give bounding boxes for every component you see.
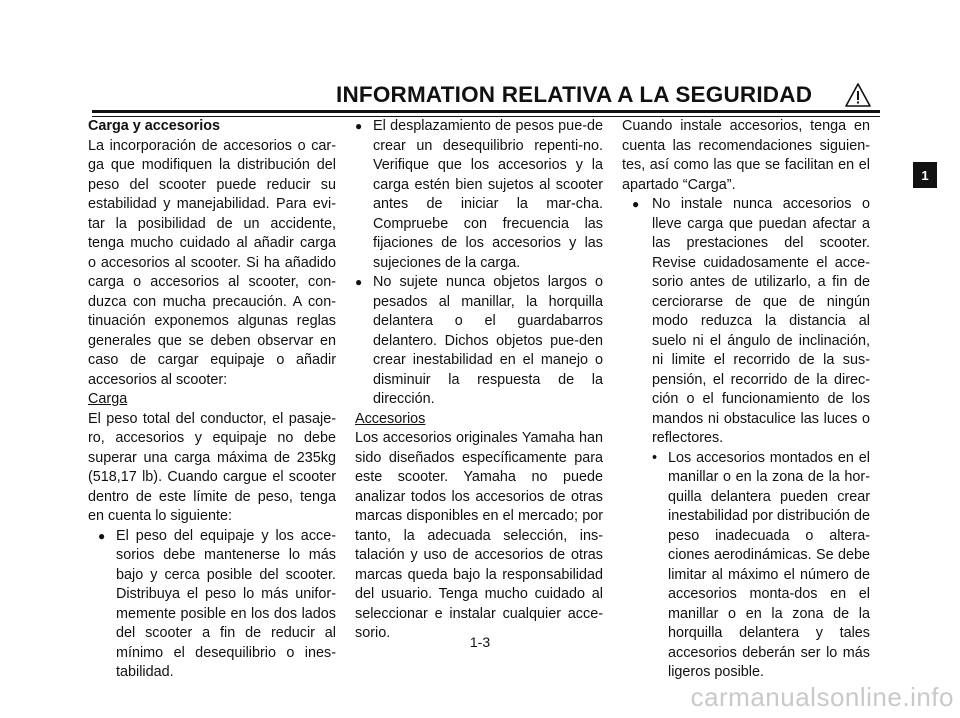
list-item-text: El desplazamiento de pesos pue-de crear un desequilibrio repenti-no. Verifique que los accesorios y la carga estén bien sujetos al scooter antes de iniciar la mar-cha. Compruebe con frecuencia las fijaciones de los accesorios y las sujeciones de la carga.	[373, 118, 603, 271]
header-rule-thick	[92, 110, 880, 113]
page-number: 1-3	[469, 634, 491, 650]
subheading-carga: Carga	[88, 391, 128, 407]
subheading-accesorios: Accesorios	[355, 410, 426, 427]
bullet-icon: ●	[98, 528, 106, 543]
chapter-tab[interactable]: 1	[913, 162, 937, 188]
bullet-icon: ●	[355, 119, 363, 133]
dot-bullet-icon: •	[652, 449, 658, 466]
warning-triangle-icon	[844, 82, 872, 108]
load-paragraph: El peso total del conductor, el pasaje-ro, accesorios y equipaje no debe superar una carga máxima de 235kg (518,17 lb). Cuando cargue el scooter dentro de este límite de peso, tenga en cuenta lo siguiente:	[88, 410, 336, 524]
watermark: carmanualsonline.info	[690, 682, 954, 712]
bullet-icon: ●	[632, 197, 640, 211]
column-2	[355, 117, 603, 644]
sub-list-item-text: Los accesorios montados en el manillar o en la zona de la hor-quilla delantera pueden crear inestabilidad por distribución de peso inadecuada o altera-ciones aerodinámicas. Se debe limitar al máximo el número de accesorios monta-dos en el manillar o en la zona de la horquilla delantera y tales accesorios deberán ser lo más ligeros posible.	[668, 449, 870, 680]
list-item	[355, 117, 603, 273]
accessories-paragraph: Los accesorios originales Yamaha han sido diseñados específicamente para este scooter. Yamaha no puede analizar todos los accesorios de otras marcas disponibles en el mercado; por tanto, la adecuada selección, ins-talación y uso de accesorios de otras marcas queda bajo la responsabilidad del usuario. Tenga mucho cuidado al seleccionar e instalar cualquier acce-sorio.	[355, 430, 603, 641]
section-heading: Carga y accesorios	[88, 118, 220, 134]
list-item	[355, 273, 603, 410]
list-item	[622, 195, 870, 449]
install-paragraph: Cuando instale accesorios, tenga en cuenta las recomendaciones siguien-tes, así como las que se facilitan en el apartado “Carga”.	[622, 118, 870, 193]
list-item-text: No sujete nunca objetos largos o pesados al manillar, la horquilla delantera o el guardabarros delantero. Dichos objetos pue-den crear inestabilidad en el manejo o disminuir la respuesta de la dirección.	[373, 274, 603, 407]
page-title: INFORMATION RELATIVA A LA SEGURIDAD	[336, 82, 813, 107]
column-1	[88, 117, 336, 683]
list-item-text: El peso del equipaje y los acce-sorios debe mantenerse lo más bajo y cerca posible del scooter. Distribuya el peso lo más unifor-memente posible en los dos lados del scooter a fin de reducir al mínimo el desequilibrio o ines-tabilidad.	[116, 527, 336, 680]
list-item	[88, 527, 336, 683]
list-item-text: No instale nunca accesorios o lleve carga que puedan afectar a las prestaciones del scooter. Revise cuidadosamente el acce-sorio antes de utilizarlo, a fin de cerciorarse de que de ningún modo reduzca la distancia al suelo ni el ángulo de inclinación, ni limite el recorrido de la sus-pensión, el recorrido de la direc-ción o el funcionamiento de los mandos ni obstaculice las luces o reflectores.	[652, 196, 870, 446]
intro-paragraph: La incorporación de accesorios o car-ga que modifiquen la distribución del peso del scooter puede reducir su estabilidad y manejabilidad. Para evi-tar la posibilidad de un accidente, tenga mucho cuidado al añadir carga o accesorios al scooter. Si ha añadido carga o accesorios al scooter, con-duzca con mucha precaución. A con-tinuación exponemos algunas reglas generales que se deben observar en caso de cargar equipaje o añadir accesorios al scooter:	[88, 137, 336, 388]
column-3	[622, 117, 870, 683]
bullet-icon: ●	[355, 275, 363, 289]
